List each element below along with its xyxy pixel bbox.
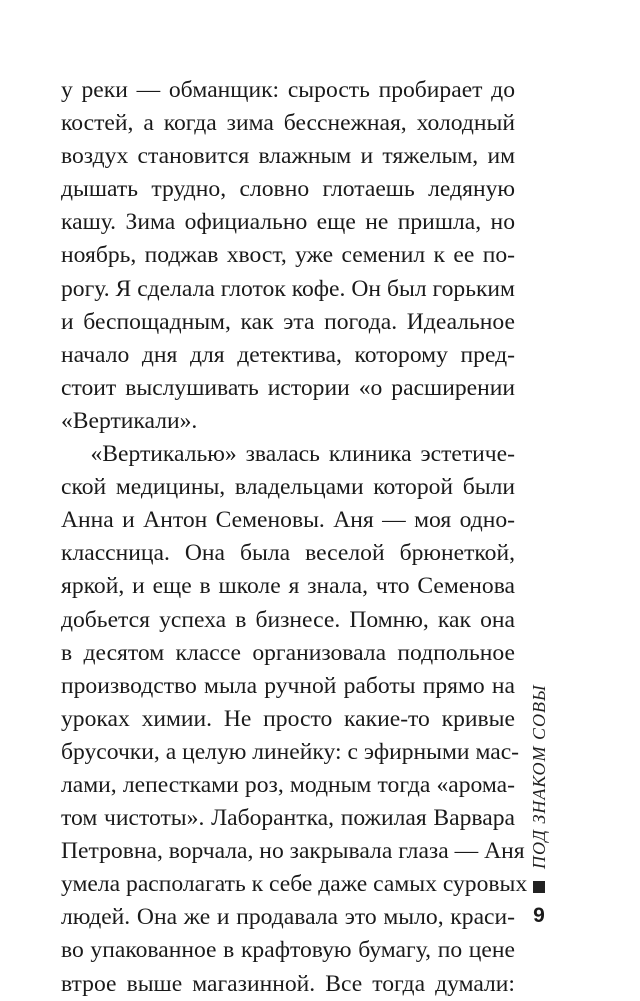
- text-line: лами, лепестками роз, модным тогда «арома-: [61, 771, 515, 798]
- square-icon: [533, 881, 545, 893]
- text-line: и беспощадным, как эта погода. Идеальное: [61, 308, 515, 335]
- text-line: уроках химии. Не просто какие-то кривые: [61, 705, 515, 732]
- running-head: [521, 653, 557, 893]
- text-line: воздух становится влажным и тяжелым, им: [61, 143, 515, 170]
- text-line: яркой, и еще в школе я знала, что Семенова: [61, 573, 515, 600]
- text-line: стоит выслушивать истории «о расширении: [61, 374, 515, 401]
- text-line: том чистоты». Лаборантка, пожилая Варвара: [61, 805, 515, 832]
- text-line: во упакованное в крафтовую бумагу, по цене: [61, 937, 515, 964]
- page-body-text: [61, 74, 528, 1001]
- text-line: в десятом классе организовала подпольное: [61, 639, 515, 666]
- text-line: костей, а когда зима бесснежная, холодный: [61, 110, 515, 137]
- text-line: дышать трудно, словно глотаешь ледяную: [61, 176, 515, 203]
- text-line: брусочки, а целую линейку: с эфирными мас-: [61, 738, 520, 765]
- running-head-label: [521, 653, 557, 893]
- text-line: классница. Она была веселой брюнеткой,: [61, 540, 515, 567]
- text-line: людей. Она же и продавала это мыло, краси-: [61, 904, 515, 931]
- text-line: начало дня для детектива, которому пред-: [61, 341, 515, 368]
- text-line: ской медицины, владельцами которой были: [61, 474, 515, 501]
- text-line: Петровна, ворчала, но закрывала глаза — Аня: [61, 838, 525, 865]
- text-line: добьется успеха в бизнесе. Помню, как она: [61, 606, 515, 633]
- text-line: рогу. Я сделала глоток кофе. Он был горьким: [61, 275, 515, 302]
- text-line: Анна и Антон Семеновы. Аня — моя одно-: [61, 507, 515, 534]
- text-line: кашу. Зима официально еще не пришла, но: [61, 209, 515, 236]
- text-line: у реки — обманщик: сырость пробирает до: [61, 77, 515, 103]
- text-line: втрое выше магазинной. Все тогда думали:: [61, 970, 515, 997]
- text-line: производство мыла ручной работы прямо на: [61, 672, 515, 699]
- page-number: 9: [533, 904, 545, 927]
- text-line: «Вертикалью» звалась клиника эстетиче-: [90, 441, 515, 468]
- text-line: умела располагать к себе даже самых суровых: [61, 871, 528, 898]
- text-line: «Вертикали».: [61, 407, 198, 434]
- text-line: ноябрь, поджав хвост, уже семенил к ее по-: [61, 242, 515, 269]
- running-head-title: ПОД ЗНАКОМ СОВЫ: [528, 684, 549, 869]
